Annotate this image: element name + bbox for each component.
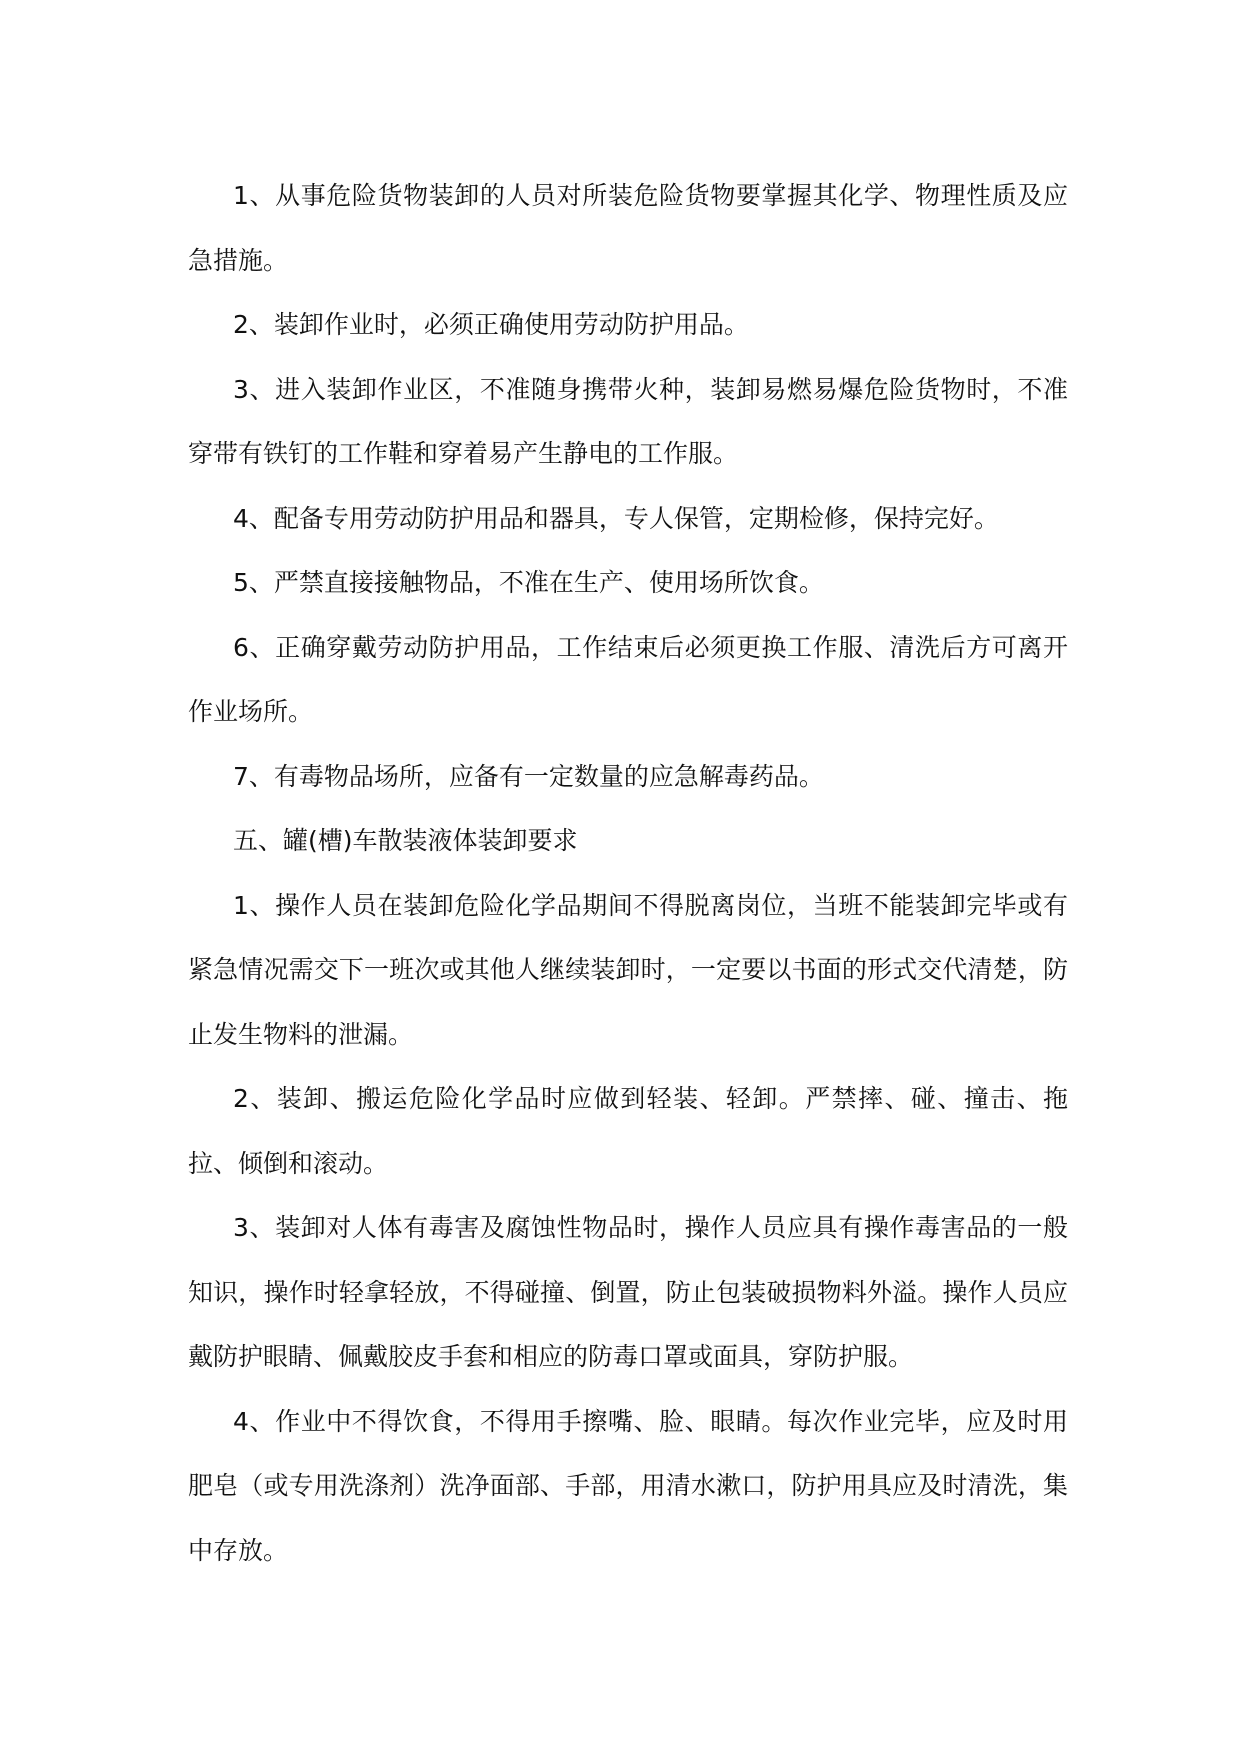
paragraph-6-text: 6、正确穿戴劳动防护用品，工作结束后必须更换工作服、清洗后方可离开作业场所。 <box>188 632 1068 726</box>
paragraph-2 <box>188 293 1068 358</box>
paragraph-3-text: 3、进入装卸作业区，不准随身携带火种，装卸易燃易爆危险货物时，不准穿带有铁钉的工作鞋和穿着易产生静电的工作服。 <box>188 374 1068 468</box>
paragraph-8-text: 1、操作人员在装卸危险化学品期间不得脱离岗位，当班不能装卸完毕或有紧急情况需交下一班次或其他人继续装卸时，一定要以书面的形式交代清楚，防止发生物料的泄漏。 <box>188 890 1068 1049</box>
document-page <box>188 164 1068 1583</box>
paragraph-4-text: 4、配备专用劳动防护用品和器具，专人保管，定期检修，保持完好。 <box>233 503 999 533</box>
paragraph-1 <box>188 164 1068 293</box>
paragraph-5 <box>188 551 1068 616</box>
paragraph-10-text: 3、装卸对人体有毒害及腐蚀性物品时，操作人员应具有操作毒害品的一般知识，操作时轻拿轻放，不得碰撞、倒置，防止包装破损物料外溢。操作人员应戴防护眼睛、佩戴胶皮手套和相应的防毒口罩或面具，穿防护服。 <box>188 1213 1068 1371</box>
paragraph-7 <box>188 745 1068 810</box>
paragraph-8 <box>188 874 1068 1068</box>
section-heading-text: 五、罐(槽)车散装液体装卸要求 <box>233 826 578 855</box>
paragraph-6 <box>188 616 1068 745</box>
paragraph-11 <box>188 1390 1068 1584</box>
paragraph-1-text: 1、从事危险货物装卸的人员对所装危险货物要掌握其化学、物理性质及应急措施。 <box>188 181 1068 275</box>
section-heading <box>188 809 1068 874</box>
paragraph-3 <box>188 358 1068 487</box>
paragraph-10 <box>188 1196 1068 1390</box>
paragraph-11-text: 4、作业中不得饮食，不得用手擦嘴、脸、眼睛。每次作业完毕，应及时用肥皂（或专用洗涤剂）洗净面部、手部，用清水漱口，防护用具应及时清洗，集中存放。 <box>188 1406 1068 1565</box>
paragraph-2-text: 2、装卸作业时，必须正确使用劳动防护用品。 <box>233 310 749 339</box>
paragraph-4 <box>188 487 1068 552</box>
paragraph-7-text: 7、有毒物品场所，应备有一定数量的应急解毒药品。 <box>233 761 824 791</box>
paragraph-5-text: 5、严禁直接接触物品，不准在生产、使用场所饮食。 <box>233 568 824 597</box>
paragraph-9 <box>188 1067 1068 1196</box>
paragraph-9-text: 2、装卸、搬运危险化学品时应做到轻装、轻卸。严禁摔、碰、撞击、拖拉、倾倒和滚动。 <box>188 1084 1068 1178</box>
